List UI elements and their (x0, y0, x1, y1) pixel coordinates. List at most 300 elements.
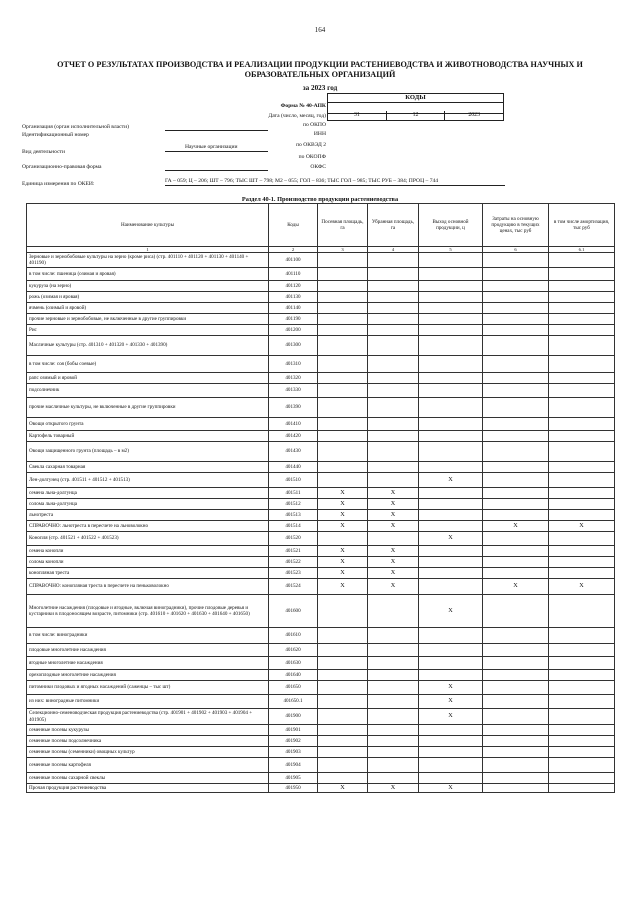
cell-costs[interactable] (483, 681, 549, 695)
table-row (27, 546, 615, 557)
row-code: 401650 (269, 681, 318, 695)
cell-sown-area[interactable] (318, 268, 368, 281)
table-row (27, 488, 615, 499)
cell-costs[interactable] (483, 303, 549, 314)
cell-output[interactable] (419, 442, 483, 462)
row-name: Картофель товарный (27, 431, 269, 442)
cell-output[interactable] (419, 253, 483, 268)
cell-harvested-area[interactable] (368, 758, 419, 773)
cell-costs[interactable] (483, 268, 549, 281)
row-code: 401320 (269, 373, 318, 384)
row-code: 401310 (269, 356, 318, 373)
cell-costs[interactable] (483, 709, 549, 725)
table-row (27, 281, 615, 292)
table-row (27, 628, 615, 644)
cell-sown-area[interactable]: X (318, 521, 368, 532)
cell-output[interactable]: X (419, 709, 483, 725)
cell-harvested-area[interactable]: X (368, 510, 419, 521)
activity-line (165, 151, 268, 152)
cell-depreciation[interactable] (549, 644, 615, 657)
row-code: 401522 (269, 557, 318, 568)
cell-depreciation[interactable] (549, 657, 615, 670)
cell-output[interactable] (419, 758, 483, 773)
cell-sown-area[interactable]: X (318, 499, 368, 510)
row-name: конопляная треста (27, 568, 269, 579)
cell-depreciation[interactable] (549, 314, 615, 325)
cell-costs[interactable] (483, 758, 549, 773)
table-row (27, 521, 615, 532)
cell-output[interactable] (419, 281, 483, 292)
cell-sown-area[interactable] (318, 253, 368, 268)
col-number: 6.1 (549, 247, 615, 253)
cell-depreciation[interactable] (549, 253, 615, 268)
cell-harvested-area[interactable] (368, 303, 419, 314)
table-row (27, 373, 615, 384)
cell-costs[interactable] (483, 670, 549, 681)
cell-harvested-area[interactable] (368, 398, 419, 418)
cell-sown-area[interactable] (318, 758, 368, 773)
cell-output[interactable] (419, 773, 483, 784)
cell-costs[interactable]: X (483, 521, 549, 532)
cell-costs[interactable] (483, 644, 549, 657)
row-name: Зерновые и зернобобовые культуры на зерно (кроме риса) (стр. 401110 + 401120 + 401130 + 401140 + 401190) (27, 253, 269, 268)
cell-harvested-area[interactable] (368, 462, 419, 473)
table-row (27, 268, 615, 281)
cell-costs[interactable] (483, 546, 549, 557)
cell-harvested-area[interactable] (368, 373, 419, 384)
row-code: 401190 (269, 314, 318, 325)
cell-output[interactable] (419, 670, 483, 681)
cell-sown-area[interactable] (318, 314, 368, 325)
cell-output[interactable] (419, 546, 483, 557)
cell-harvested-area[interactable] (368, 268, 419, 281)
cell-sown-area[interactable] (318, 657, 368, 670)
row-code: 401600 (269, 595, 318, 628)
row-name: семенные посевы подсолнечника (27, 736, 269, 747)
table-row (27, 773, 615, 784)
cell-output[interactable] (419, 418, 483, 431)
cell-sown-area[interactable] (318, 384, 368, 398)
cell-output[interactable] (419, 488, 483, 499)
cell-output[interactable] (419, 303, 483, 314)
table-row (27, 499, 615, 510)
row-code: 401410 (269, 418, 318, 431)
table-row (27, 314, 615, 325)
cell-harvested-area[interactable] (368, 736, 419, 747)
cell-harvested-area[interactable]: X (368, 557, 419, 568)
cell-harvested-area[interactable] (368, 431, 419, 442)
row-name: Масличные культуры (стр. 401310 + 401320 + 401330 + 401390) (27, 336, 269, 356)
cell-harvested-area[interactable] (368, 595, 419, 628)
cell-harvested-area[interactable]: X (368, 784, 419, 793)
cell-sown-area[interactable] (318, 773, 368, 784)
row-code: 401300 (269, 336, 318, 356)
cell-depreciation[interactable] (549, 784, 615, 793)
cell-sown-area[interactable] (318, 681, 368, 695)
cell-output[interactable]: X (419, 473, 483, 488)
cell-output[interactable]: X (419, 784, 483, 793)
cell-harvested-area[interactable] (368, 281, 419, 292)
row-code: 401610 (269, 628, 318, 644)
cell-output[interactable] (419, 736, 483, 747)
table-row (27, 644, 615, 657)
row-name: орехоплодные многолетние насаждения (27, 670, 269, 681)
cell-harvested-area[interactable] (368, 473, 419, 488)
col-number: 1 (27, 247, 269, 253)
cell-sown-area[interactable] (318, 281, 368, 292)
cell-harvested-area[interactable] (368, 670, 419, 681)
table-body (27, 253, 615, 793)
cell-harvested-area[interactable] (368, 314, 419, 325)
row-code: 401905 (269, 773, 318, 784)
date-row (327, 111, 504, 121)
cell-output[interactable] (419, 747, 483, 758)
cell-harvested-area[interactable] (368, 532, 419, 546)
cell-harvested-area[interactable]: X (368, 488, 419, 499)
cell-sown-area[interactable] (318, 292, 368, 303)
cell-output[interactable] (419, 314, 483, 325)
cell-costs[interactable] (483, 784, 549, 793)
table-row (27, 568, 615, 579)
cell-costs[interactable] (483, 736, 549, 747)
table-row (27, 657, 615, 670)
cell-sown-area[interactable] (318, 628, 368, 644)
cell-sown-area[interactable] (318, 303, 368, 314)
row-code: 401120 (269, 281, 318, 292)
row-code: 401521 (269, 546, 318, 557)
cell-depreciation[interactable] (549, 336, 615, 356)
cell-harvested-area[interactable] (368, 442, 419, 462)
cell-costs[interactable] (483, 557, 549, 568)
row-name: семенные посевы кукурузы (27, 725, 269, 736)
cell-depreciation[interactable] (549, 546, 615, 557)
cell-sown-area[interactable] (318, 442, 368, 462)
cell-costs[interactable] (483, 442, 549, 462)
cell-harvested-area[interactable] (368, 644, 419, 657)
activity-value: Научные организации (185, 144, 238, 150)
cell-depreciation[interactable] (549, 499, 615, 510)
cell-sown-area[interactable] (318, 356, 368, 373)
table-row (27, 747, 615, 758)
cell-sown-area[interactable]: X (318, 510, 368, 521)
cell-output[interactable] (419, 628, 483, 644)
cell-harvested-area[interactable]: X (368, 521, 419, 532)
cell-output[interactable] (419, 398, 483, 418)
row-name: в том числе: виноградники (27, 628, 269, 644)
cell-sown-area[interactable] (318, 709, 368, 725)
cell-output[interactable]: X (419, 532, 483, 546)
cell-costs[interactable] (483, 356, 549, 373)
report-year: за 2023 год (302, 84, 338, 92)
cell-harvested-area[interactable] (368, 325, 419, 336)
cell-depreciation[interactable] (549, 373, 615, 384)
row-code: 401130 (269, 292, 318, 303)
row-code: 401420 (269, 431, 318, 442)
cell-sown-area[interactable] (318, 373, 368, 384)
row-code: 401523 (269, 568, 318, 579)
cell-depreciation[interactable] (549, 725, 615, 736)
cell-depreciation[interactable] (549, 442, 615, 462)
cell-sown-area[interactable]: X (318, 546, 368, 557)
cell-sown-area[interactable] (318, 747, 368, 758)
cell-output[interactable] (419, 292, 483, 303)
row-name: Многолетние насаждения (плодовые и ягодные, включая виноградники), прочие плодовые деревья и кустарники в плодоносящем возрасте, питомники (стр. 401610 + 401620 + 401630 + 401640 + 401650) (27, 595, 269, 628)
cell-costs[interactable] (483, 462, 549, 473)
cell-harvested-area[interactable] (368, 773, 419, 784)
cell-sown-area[interactable] (318, 670, 368, 681)
cell-costs[interactable] (483, 384, 549, 398)
row-name: в том числе: пшеница (озимая и яровая) (27, 268, 269, 281)
row-name: Овощи защищенного грунта (площадь – в м2) (27, 442, 269, 462)
cell-costs[interactable] (483, 325, 549, 336)
row-code: 401903 (269, 747, 318, 758)
table-row (27, 253, 615, 268)
cell-output[interactable]: X (419, 595, 483, 628)
table-row (27, 473, 615, 488)
cell-sown-area[interactable] (318, 644, 368, 657)
row-name: подсолнечник (27, 384, 269, 398)
col-header: Коды (269, 204, 318, 247)
cell-output[interactable] (419, 356, 483, 373)
cell-costs[interactable] (483, 292, 549, 303)
cell-costs[interactable] (483, 657, 549, 670)
cell-output[interactable] (419, 268, 483, 281)
cell-sown-area[interactable] (318, 336, 368, 356)
cell-harvested-area[interactable] (368, 628, 419, 644)
cell-harvested-area[interactable]: X (368, 546, 419, 557)
cell-harvested-area[interactable] (368, 253, 419, 268)
cell-sown-area[interactable] (318, 325, 368, 336)
cell-harvested-area[interactable] (368, 356, 419, 373)
cell-output[interactable] (419, 431, 483, 442)
cell-sown-area[interactable] (318, 418, 368, 431)
cell-harvested-area[interactable] (368, 292, 419, 303)
row-code: 401430 (269, 442, 318, 462)
cell-harvested-area[interactable] (368, 418, 419, 431)
row-code: 401110 (269, 268, 318, 281)
row-name: прочие зерновые и зернобобовые, не включенные в другие группировки (27, 314, 269, 325)
cell-output[interactable] (419, 336, 483, 356)
cell-costs[interactable] (483, 418, 549, 431)
cell-harvested-area[interactable] (368, 709, 419, 725)
section-title: Раздел 40-1. Производство продукции растениеводства (241, 196, 399, 203)
cell-harvested-area[interactable] (368, 384, 419, 398)
table-row (27, 709, 615, 725)
cell-depreciation[interactable] (549, 568, 615, 579)
cell-depreciation[interactable] (549, 356, 615, 373)
cell-sown-area[interactable]: X (318, 488, 368, 499)
cell-costs[interactable] (483, 281, 549, 292)
row-name: ячмень (озимый и яровой) (27, 303, 269, 314)
codes-header: КОДЫ (328, 94, 503, 103)
cell-sown-area[interactable] (318, 725, 368, 736)
cell-harvested-area[interactable]: X (368, 579, 419, 595)
page-number: 164 (314, 26, 326, 34)
cell-sown-area[interactable] (318, 473, 368, 488)
table-header-row (27, 204, 615, 247)
row-name: СПРАВОЧНО: льнотреста в пересчете на льноволокно (27, 521, 269, 532)
row-name: рапс озимый и яровой (27, 373, 269, 384)
cell-costs[interactable] (483, 725, 549, 736)
opf-label: Организационно-правовая форма (22, 164, 102, 170)
cell-sown-area[interactable] (318, 736, 368, 747)
cell-depreciation[interactable] (549, 736, 615, 747)
cell-depreciation[interactable] (549, 670, 615, 681)
row-code: 401901 (269, 725, 318, 736)
cell-output[interactable]: X (419, 681, 483, 695)
cell-sown-area[interactable] (318, 695, 368, 709)
cell-depreciation[interactable] (549, 398, 615, 418)
cell-depreciation[interactable] (549, 532, 615, 546)
cell-harvested-area[interactable] (368, 657, 419, 670)
cell-output[interactable] (419, 373, 483, 384)
cell-sown-area[interactable] (318, 398, 368, 418)
row-name: из них: виноградные питомники (27, 695, 269, 709)
col-number: 5 (419, 247, 483, 253)
cell-costs[interactable] (483, 373, 549, 384)
cell-sown-area[interactable] (318, 595, 368, 628)
cell-depreciation[interactable] (549, 325, 615, 336)
cell-output[interactable] (419, 725, 483, 736)
col-number: 4 (368, 247, 419, 253)
cell-output[interactable] (419, 499, 483, 510)
cell-depreciation[interactable] (549, 431, 615, 442)
okopf-label: по ОКОПФ (298, 154, 326, 160)
cell-costs[interactable] (483, 510, 549, 521)
row-name: льнотреста (27, 510, 269, 521)
okved-label: по ОКВЭД 2 (296, 142, 326, 148)
date-month: 12 (386, 111, 445, 120)
units-line (165, 185, 505, 186)
row-code: 401100 (269, 253, 318, 268)
row-name: плодовые многолетние насаждения (27, 644, 269, 657)
cell-depreciation[interactable] (549, 747, 615, 758)
form-label: Форма № 40-АПК (280, 103, 326, 109)
cell-depreciation[interactable] (549, 557, 615, 568)
cell-costs[interactable] (483, 695, 549, 709)
cell-costs[interactable] (483, 314, 549, 325)
cell-depreciation[interactable] (549, 292, 615, 303)
table-row (27, 670, 615, 681)
row-code: 401512 (269, 499, 318, 510)
cell-sown-area[interactable]: X (318, 784, 368, 793)
cell-depreciation[interactable] (549, 695, 615, 709)
col-number: 2 (269, 247, 318, 253)
cell-depreciation[interactable] (549, 595, 615, 628)
row-code: 401950 (269, 784, 318, 793)
cell-output[interactable] (419, 384, 483, 398)
cell-depreciation[interactable]: X (549, 579, 615, 595)
cell-depreciation[interactable] (549, 473, 615, 488)
cell-output[interactable] (419, 521, 483, 532)
row-name: кукуруза (на зерно) (27, 281, 269, 292)
cell-costs[interactable] (483, 568, 549, 579)
cell-costs[interactable] (483, 595, 549, 628)
cell-output[interactable] (419, 462, 483, 473)
cell-harvested-area[interactable] (368, 695, 419, 709)
cell-costs[interactable] (483, 336, 549, 356)
row-name: Прочая продукция растениеводства (27, 784, 269, 793)
cell-depreciation[interactable] (549, 268, 615, 281)
row-name: солома конопли (27, 557, 269, 568)
cell-depreciation[interactable] (549, 488, 615, 499)
cell-costs[interactable] (483, 773, 549, 784)
cell-depreciation[interactable] (549, 628, 615, 644)
cell-output[interactable] (419, 657, 483, 670)
cell-costs[interactable] (483, 532, 549, 546)
row-name: питомники плодовых и ягодных насаждений (саженцы – тыс шт) (27, 681, 269, 695)
cell-depreciation[interactable] (549, 681, 615, 695)
cell-output[interactable] (419, 644, 483, 657)
cell-sown-area[interactable] (318, 431, 368, 442)
row-code: 401510 (269, 473, 318, 488)
cell-costs[interactable] (483, 398, 549, 418)
cell-depreciation[interactable] (549, 418, 615, 431)
table-row (27, 384, 615, 398)
cell-costs[interactable] (483, 499, 549, 510)
cell-depreciation[interactable] (549, 773, 615, 784)
cell-harvested-area[interactable] (368, 747, 419, 758)
table-row (27, 325, 615, 336)
cell-harvested-area[interactable] (368, 725, 419, 736)
cell-harvested-area[interactable]: X (368, 568, 419, 579)
cell-depreciation[interactable] (549, 281, 615, 292)
cell-harvested-area[interactable] (368, 336, 419, 356)
cell-depreciation[interactable] (549, 462, 615, 473)
cell-sown-area[interactable] (318, 532, 368, 546)
cell-depreciation[interactable] (549, 758, 615, 773)
cell-sown-area[interactable]: X (318, 579, 368, 595)
cell-harvested-area[interactable]: X (368, 499, 419, 510)
cell-costs[interactable] (483, 473, 549, 488)
cell-costs[interactable] (483, 488, 549, 499)
cell-output[interactable]: X (419, 695, 483, 709)
units-label: Единица измерения по ОКЕИ: (22, 181, 95, 187)
cell-costs[interactable] (483, 253, 549, 268)
cell-costs[interactable] (483, 628, 549, 644)
table-row (27, 510, 615, 521)
cell-costs[interactable] (483, 431, 549, 442)
cell-costs[interactable]: X (483, 579, 549, 595)
table-row (27, 442, 615, 462)
row-name: Рис (27, 325, 269, 336)
cell-output[interactable] (419, 510, 483, 521)
col-header: в том числе амортизация, тыс руб (549, 204, 615, 247)
cell-sown-area[interactable]: X (318, 557, 368, 568)
cell-depreciation[interactable] (549, 303, 615, 314)
cell-harvested-area[interactable] (368, 681, 419, 695)
table-row (27, 462, 615, 473)
cell-costs[interactable] (483, 747, 549, 758)
cell-depreciation[interactable]: X (549, 521, 615, 532)
report-title: ОТЧЕТ О РЕЗУЛЬТАТАХ ПРОИЗВОДСТВА И РЕАЛИЗАЦИИ ПРОДУКЦИИ РАСТЕНИЕВОДСТВА И ЖИВОТНОВОДСТВА НАУЧНЫХ И ОБРАЗОВАТЕЛЬНЫХ ОРГАНИЗАЦИЙ (57, 60, 583, 79)
row-code: 401140 (269, 303, 318, 314)
col-number: 3 (318, 247, 368, 253)
org-line (165, 130, 268, 131)
cell-depreciation[interactable] (549, 384, 615, 398)
cell-depreciation[interactable] (549, 709, 615, 725)
row-name: солома льна-долгунца (27, 499, 269, 510)
cell-output[interactable] (419, 568, 483, 579)
cell-output[interactable] (419, 325, 483, 336)
cell-output[interactable] (419, 557, 483, 568)
row-code: 401900 (269, 709, 318, 725)
cell-depreciation[interactable] (549, 510, 615, 521)
row-name: Селекционно-семеноводческая продукция растениеводства (стр. 401901 + 401902 + 401903 + 401904 + 401905) (27, 709, 269, 725)
cell-sown-area[interactable]: X (318, 568, 368, 579)
cell-sown-area[interactable] (318, 462, 368, 473)
cell-output[interactable] (419, 579, 483, 595)
